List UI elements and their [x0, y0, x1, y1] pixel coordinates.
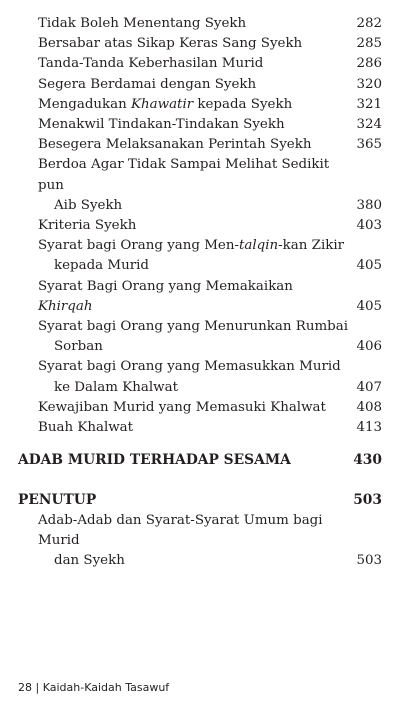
entry-title [38, 14, 356, 34]
entry-title [38, 277, 356, 317]
entry-page-number: 407 [356, 379, 382, 395]
entry-page-number: 321 [356, 96, 382, 112]
entry-title [38, 34, 356, 54]
entry-title [38, 357, 356, 397]
entry-title-text: Kriteria Syekh [38, 218, 137, 234]
entry-title-text: Syarat bagi Orang yang Menurunkan Rumbai [38, 319, 348, 335]
toc-entry[interactable] [18, 216, 382, 236]
toc-entry[interactable] [18, 135, 382, 155]
entry-page-number: 405 [356, 258, 382, 274]
toc-entry[interactable] [18, 357, 382, 397]
entry-page-number: 282 [356, 16, 382, 31]
toc-entry[interactable] [18, 75, 382, 95]
entry-page-number: 365 [356, 137, 382, 153]
entry-title-text: Tidak Boleh Menentang Syekh [38, 16, 247, 31]
table-of-contents [18, 14, 382, 571]
entry-page-number: 403 [356, 218, 382, 234]
entry-page-number: 380 [356, 197, 382, 213]
entry-title-text: Tanda-Tanda Keberhasilan Murid [38, 56, 264, 72]
toc-entry[interactable] [18, 34, 382, 54]
entry-title-text: Kewajiban Murid yang Memasuki Khalwat [38, 399, 326, 415]
entry-page-number: 324 [356, 117, 382, 133]
entry-page-number: 286 [356, 56, 382, 72]
entry-title-text: Syarat bagi Orang yang Memasukkan Murid [38, 359, 341, 375]
toc-entry[interactable] [18, 418, 382, 438]
entry-title-text: Mengadukan [38, 96, 131, 112]
toc-entry[interactable] [18, 14, 382, 34]
toc-entry[interactable] [18, 155, 382, 216]
entry-title [38, 155, 356, 216]
entry-page-number: 405 [356, 298, 382, 314]
entry-title-text: Berdoa Agar Tidak Sampai Melihat Sedikit pun [38, 157, 330, 193]
entry-title-text: Segera Berdamai dengan Syekh [38, 76, 257, 92]
entry-title-text: Besegera Melaksanakan Perintah Syekh [38, 137, 312, 153]
entry-page-number: 503 [356, 553, 382, 569]
toc-entry[interactable] [18, 54, 382, 74]
section-page-number: 430 [353, 452, 382, 469]
toc-entry[interactable] [18, 398, 382, 418]
entry-title-text: Syarat Bagi Orang yang Memakaikan [38, 278, 293, 294]
entry-title-line2: kepada Murid [54, 258, 149, 274]
entry-title-text: Syarat bagi Orang yang Men- [38, 238, 240, 254]
entry-title [38, 54, 356, 74]
page-footer [18, 681, 169, 694]
entry-title [38, 216, 356, 236]
entry-title [38, 511, 356, 572]
section-title: PENUTUP [18, 492, 97, 509]
entry-page-number: 408 [356, 399, 382, 415]
toc-entry[interactable] [18, 95, 382, 115]
entry-title [38, 115, 356, 135]
entry-title [38, 418, 356, 438]
entry-title-line2: Sorban [54, 339, 103, 355]
toc-entry[interactable] [18, 115, 382, 135]
entry-title-text: kepada Syekh [193, 96, 293, 112]
toc-entry[interactable] [18, 317, 382, 357]
entry-title-line2: ke Dalam Khalwat [54, 379, 178, 395]
toc-section-penutup[interactable] [18, 490, 382, 510]
entry-title [38, 75, 356, 95]
entry-title-italic: Khawatir [131, 96, 194, 112]
entry-title [38, 135, 356, 155]
entry-page-number: 413 [356, 420, 382, 436]
footer-separator: | [35, 681, 40, 694]
toc-entry-closing[interactable] [18, 511, 382, 572]
entry-title [38, 95, 356, 115]
entry-title-line2: dan Syekh [54, 553, 125, 569]
entry-title [38, 317, 356, 357]
entry-title-text: Menakwil Tindakan-Tindakan Syekh [38, 117, 285, 133]
entry-title-text: -kan Zikir [278, 238, 345, 254]
entry-title [38, 236, 356, 276]
entry-title-text: Buah Khalwat [38, 420, 134, 436]
footer-page-number: 28 [18, 681, 32, 694]
entry-title-italic: Khirqah [38, 298, 93, 314]
entry-page-number: 320 [356, 76, 382, 92]
entry-title-line1: Adab-Adab dan Syarat-Syarat Umum bagi Murid [38, 512, 323, 548]
entry-title-text: Bersabar atas Sikap Keras Sang Syekh [38, 36, 303, 52]
toc-entry[interactable] [18, 236, 382, 276]
footer-book-title: Kaidah-Kaidah Tasawuf [42, 681, 170, 694]
entry-title-line2: Aib Syekh [54, 197, 123, 213]
toc-section-adab-murid[interactable] [18, 450, 382, 470]
toc-entries [18, 14, 382, 438]
section-page-number: 503 [353, 492, 382, 509]
entry-page-number: 406 [356, 339, 382, 355]
entry-title [38, 398, 356, 418]
section-title: ADAB MURID TERHADAP SESAMA [18, 452, 291, 469]
entry-title-italic: talqin [239, 238, 279, 254]
entry-page-number: 285 [356, 36, 382, 52]
toc-entry[interactable] [18, 277, 382, 317]
